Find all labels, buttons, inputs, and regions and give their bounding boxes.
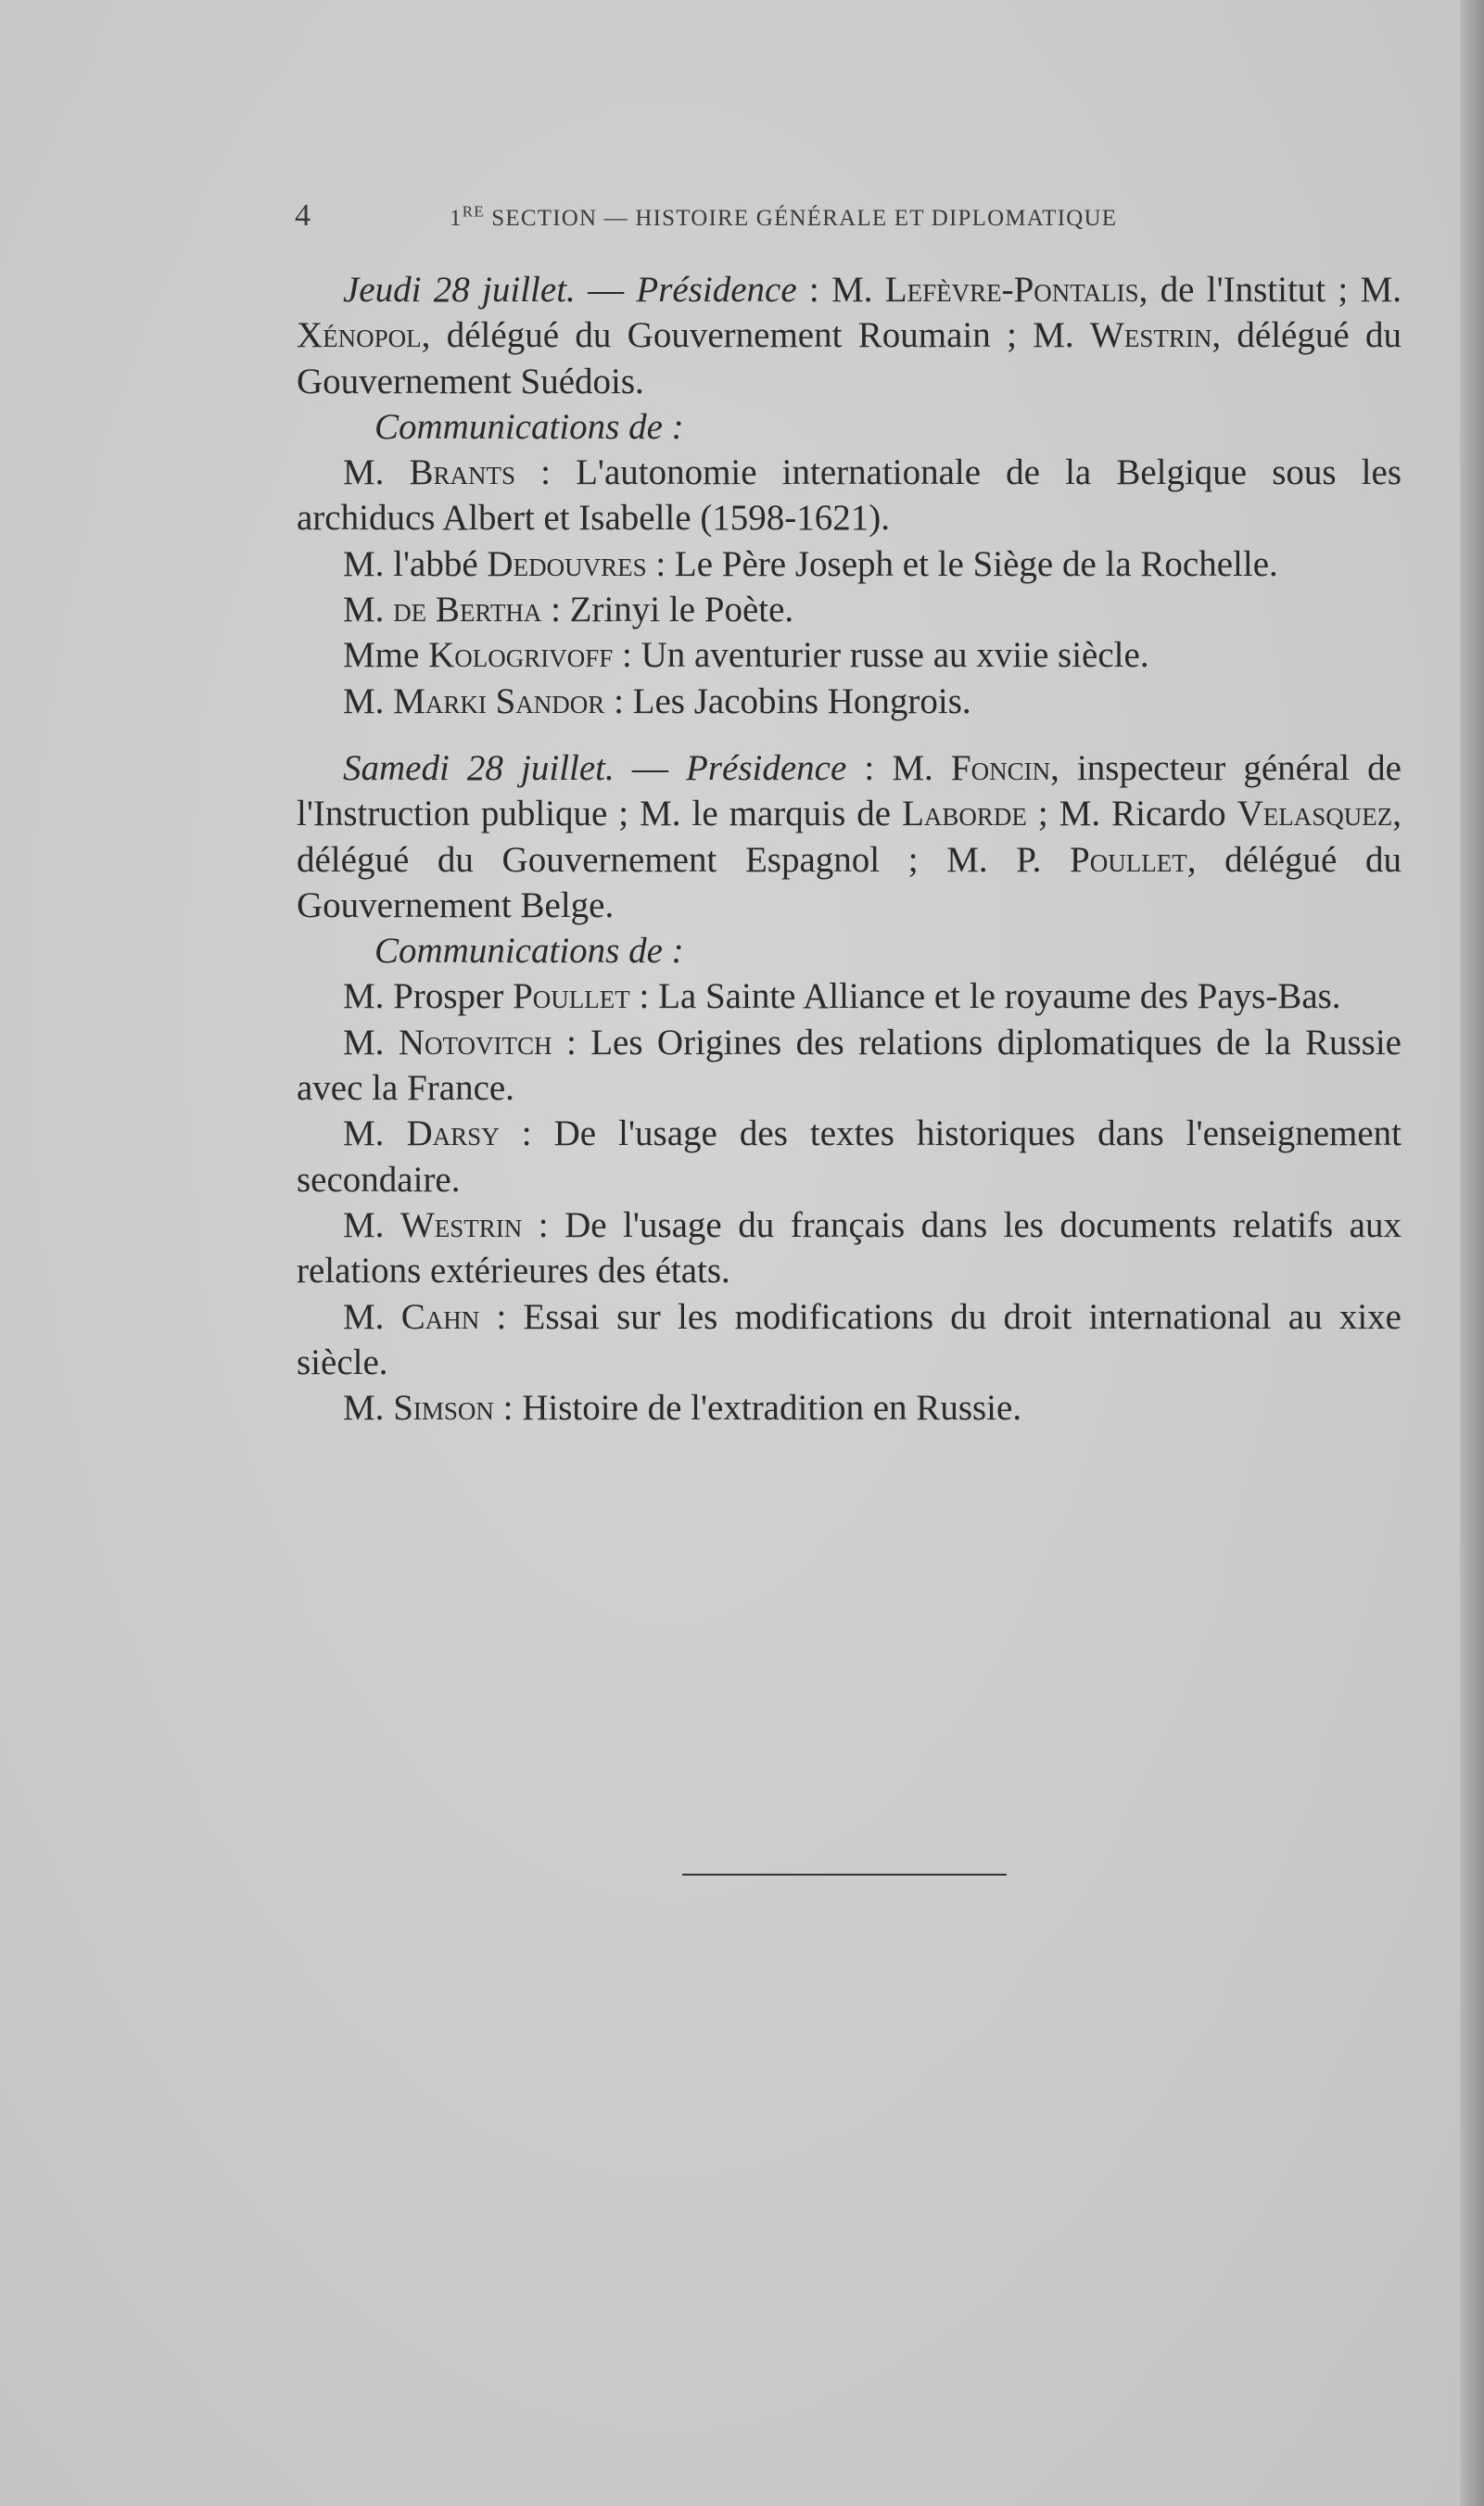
person-name: Brants (409, 452, 516, 493)
communication-entry (297, 450, 1402, 541)
communication-title: : De l'usage du français dans les documents relatifs aux relations extérieures des états. (297, 1204, 1402, 1291)
communication-title: : Les Origines des relations diplomatiques de la Russie avec la France. (297, 1022, 1402, 1109)
text: : M. (846, 747, 951, 788)
page-number: 4 (295, 198, 311, 233)
person-name: Cahn (400, 1296, 480, 1337)
section-title: SECTION — HISTOIRE GÉNÉRALE ET DIPLOMATIQUE (484, 206, 1118, 231)
page-body (297, 267, 1402, 1431)
communication-title: : L'autonomie internationale de la Belgique sous les archiducs Albert et Isabelle (1598-1621). (297, 452, 1402, 539)
person-name: Poullet (1070, 839, 1187, 880)
communication-title: : De l'usage des textes historiques dans l'enseignement secondaire. (297, 1113, 1402, 1200)
session-saturday (297, 745, 1402, 928)
text: , de l'Institut ; M. (1138, 270, 1402, 310)
communication-entry (297, 1202, 1402, 1294)
title-prefix: M. (343, 590, 394, 630)
communication-title: : Le Père Joseph et le Siège de la Rochelle. (646, 543, 1278, 584)
communication-entry (297, 1111, 1402, 1202)
person-name: Westrin (400, 1204, 523, 1245)
communication-entry (297, 1385, 1402, 1431)
section-number: 1 (450, 206, 463, 231)
dash: — (614, 747, 687, 788)
text: : M. (796, 270, 885, 310)
communication-title: : La Sainte Alliance et le royaume des Pays-Bas. (629, 976, 1341, 1017)
person-name: Xénopol (297, 315, 422, 356)
person-name: Darsy (406, 1113, 500, 1154)
person-name: Marki Sandor (393, 681, 605, 721)
title-prefix: M. (343, 1113, 407, 1154)
communication-title: : Un aventurier russe au xviie siècle. (613, 635, 1149, 676)
person-name: Dedouvres (487, 543, 647, 584)
title-prefix: M. (343, 681, 394, 721)
communication-title: : Histoire de l'extradition en Russie. (493, 1388, 1022, 1429)
communication-title: : Les Jacobins Hongrois. (604, 681, 971, 721)
title-prefix: M. (343, 1296, 401, 1337)
title-prefix: M. (343, 1204, 400, 1245)
communications-heading: Communications de : (374, 406, 684, 447)
communications-heading: Communications de : (374, 931, 684, 972)
person-name: Foncin (950, 747, 1051, 788)
person-name: Westrin (1090, 315, 1212, 356)
communication-entry (297, 973, 1402, 1019)
text: , délégué du Gouvernement Belge. (297, 839, 1402, 925)
communication-entry (297, 541, 1402, 587)
text: , délégué du Gouvernement Suédois. (297, 315, 1402, 401)
person-name: de Bertha (393, 590, 542, 630)
text: , délégué du Gouvernement Roumain ; M. (421, 315, 1091, 356)
end-rule (682, 1874, 1007, 1876)
title-prefix: M. (343, 1022, 399, 1062)
title-prefix: M. (343, 1388, 394, 1429)
title-prefix: M. Prosper (343, 976, 514, 1017)
person-name: Kologrivoff (428, 635, 614, 676)
page-edge-shadow (1460, 0, 1484, 2506)
communication-title: : Essai sur les modifications du droit international au xixe siècle. (297, 1296, 1402, 1382)
person-name: Laborde (902, 794, 1027, 834)
communication-entry (297, 1020, 1402, 1112)
communication-entry (297, 1294, 1402, 1386)
section-number-sup: RE (462, 202, 485, 221)
text: ; M. Ricardo (1026, 794, 1237, 834)
person-name: Velasquez (1237, 794, 1393, 834)
presidence-label: Présidence (686, 747, 847, 788)
session-thursday (297, 267, 1402, 404)
communication-entry (297, 587, 1402, 632)
person-name: Poullet (513, 976, 630, 1017)
presidence-label: Présidence (636, 270, 797, 310)
communication-entry (297, 679, 1402, 724)
session-date: Jeudi 28 juillet. (343, 270, 576, 310)
person-name: Notovitch (398, 1022, 552, 1062)
communication-entry (297, 632, 1402, 678)
running-header (295, 198, 1407, 234)
title-prefix: M. l'abbé (343, 543, 488, 584)
dash: — (575, 270, 637, 310)
session-date: Samedi 28 juillet. (343, 747, 615, 788)
text: , inspecteur général de l'Instruction publique ; M. le marquis de (297, 747, 1402, 834)
communication-title: : Zrinyi le Poète. (541, 590, 794, 630)
person-name: Lefèvre-Pontalis (884, 270, 1139, 310)
title-prefix: Mme (343, 635, 429, 676)
title-prefix: M. (343, 452, 410, 493)
text: , délégué du Gouvernement Espagnol ; M. P. (297, 794, 1402, 880)
person-name: Simson (393, 1388, 494, 1429)
